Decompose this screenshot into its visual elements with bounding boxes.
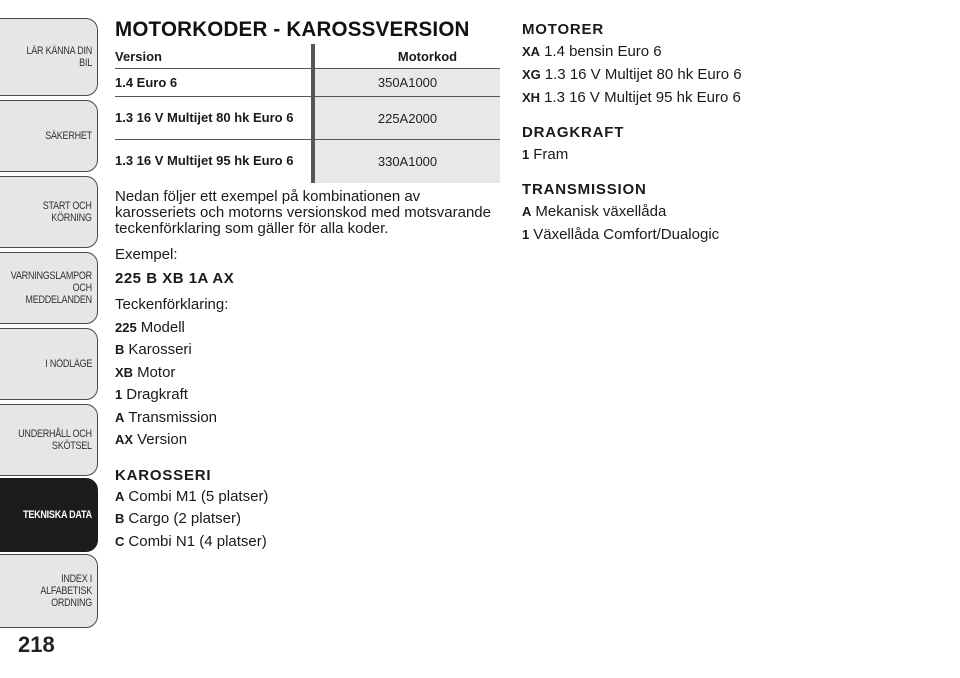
- motorer-group: [522, 20, 822, 109]
- tab-i-nodlage[interactable]: [0, 328, 98, 400]
- tab-lar-kanna-din-bil[interactable]: [0, 18, 98, 96]
- list-item: [115, 362, 500, 385]
- tab-label: INDEX I ALFABETISK ORDNING: [40, 573, 92, 609]
- row-code: 330A1000: [315, 140, 500, 183]
- table-row: [115, 140, 500, 183]
- list-item: [115, 531, 500, 554]
- transmission-value: Mekanisk växellåda: [535, 203, 667, 220]
- transmission-key: 1: [522, 227, 530, 242]
- engine-code-table: [115, 44, 500, 183]
- karosseri-value: Combi N1 (4 platser): [128, 532, 267, 550]
- list-item: [115, 486, 500, 509]
- legend-key: 225: [115, 319, 137, 335]
- transmission-key: A: [522, 204, 532, 219]
- row-code: 350A1000: [315, 69, 500, 97]
- right-column: [522, 20, 822, 255]
- motorer-heading: MOTORER: [522, 21, 604, 38]
- karosseri-key: B: [115, 511, 125, 526]
- dragkraft-key: 1: [522, 147, 530, 162]
- list-item: [115, 317, 500, 340]
- tab-tekniska-data[interactable]: [0, 478, 98, 552]
- list-item: [522, 63, 822, 86]
- page-number: 218: [18, 632, 55, 657]
- legend-key: AX: [115, 432, 134, 447]
- legend-value: Dragkraft: [126, 386, 188, 403]
- row-code: 225A2000: [315, 97, 500, 140]
- motorer-value: 1.3 16 V Multijet 80 hk Euro 6: [544, 66, 742, 83]
- karosseri-heading: KAROSSERI: [115, 466, 212, 484]
- tab-label: UNDERHÅLL OCH SKÖTSEL: [18, 428, 92, 452]
- row-version: 1.4 Euro 6: [115, 69, 311, 97]
- list-item: [522, 200, 822, 223]
- legend-value: Transmission: [128, 408, 218, 426]
- list-item: [522, 40, 822, 63]
- motorer-key: XH: [522, 90, 541, 105]
- legend-key: XB: [115, 364, 134, 380]
- legend-value: Karosseri: [128, 341, 192, 358]
- tab-start-och-korning[interactable]: [0, 176, 98, 248]
- legend-value: Modell: [140, 318, 185, 336]
- table-row: [115, 69, 500, 97]
- tab-label: START OCH KÖRNING: [43, 200, 92, 224]
- dragkraft-heading: DRAGKRAFT: [522, 124, 625, 141]
- tab-varningslampor[interactable]: [0, 252, 98, 324]
- karosseri-key: C: [115, 533, 125, 549]
- tab-label: LÄR KÄNNA DIN BIL: [26, 45, 92, 69]
- legend-label: Teckenförklaring:: [115, 295, 229, 313]
- legend-key: B: [115, 342, 125, 357]
- tab-label: I NÖDLÄGE: [45, 358, 92, 370]
- row-version: 1.3 16 V Multijet 95 hk Euro 6: [115, 140, 311, 183]
- motorer-key: XG: [522, 67, 541, 82]
- karosseri-key: A: [115, 488, 125, 504]
- tab-underhall-och-skotsel[interactable]: [0, 404, 98, 476]
- motorer-value: 1.3 16 V Multijet 95 hk Euro 6: [544, 89, 741, 106]
- header-version: Version: [115, 48, 162, 64]
- list-item: [115, 384, 500, 407]
- example-code: 225 B XB 1A AX: [115, 269, 235, 287]
- dragkraft-group: [522, 123, 822, 166]
- list-item: [522, 86, 822, 109]
- intro-paragraph: Nedan följer ett exempel på kombinationen av karosseriets och motorns versionskod med motsvarande teckenförklaring som gäller för alla koder.: [115, 187, 491, 237]
- karosseri-value: Cargo (2 platser): [128, 510, 241, 527]
- list-item: [115, 407, 500, 430]
- chapter-tabs: [0, 0, 100, 678]
- transmission-heading: TRANSMISSION: [522, 181, 647, 198]
- tab-label: VARNINGSLAMPOR OCH MEDDELANDEN: [10, 270, 92, 306]
- legend-list: [115, 317, 500, 452]
- tab-label: TEKNISKA DATA: [23, 509, 92, 521]
- tab-index[interactable]: [0, 554, 98, 628]
- left-column: [115, 18, 500, 553]
- motorer-key: XA: [522, 44, 541, 59]
- tab-label: SÄKERHET: [45, 130, 92, 142]
- transmission-group: [522, 180, 822, 246]
- list-item: [115, 508, 500, 531]
- section-title: MOTORKODER - KAROSSVERSION: [115, 18, 470, 41]
- legend-key: 1: [115, 387, 123, 402]
- tab-sakerhet[interactable]: [0, 100, 98, 172]
- motorer-value: 1.4 bensin Euro 6: [544, 43, 662, 60]
- row-version: 1.3 16 V Multijet 80 hk Euro 6: [115, 97, 311, 140]
- list-item: [115, 339, 500, 362]
- list-item: [522, 143, 822, 166]
- list-item: [522, 223, 822, 246]
- transmission-value: Växellåda Comfort/Dualogic: [533, 226, 720, 243]
- header-code: Motorkod: [397, 48, 458, 64]
- list-item: [115, 429, 500, 452]
- table-row: [115, 97, 500, 140]
- karosseri-value: Combi M1 (5 platser): [128, 487, 269, 505]
- legend-value: Motor: [137, 363, 176, 381]
- dragkraft-value: Fram: [533, 146, 569, 163]
- example-label: Exempel:: [115, 245, 178, 263]
- legend-key: A: [115, 409, 125, 425]
- legend-value: Version: [137, 431, 188, 448]
- table-header-row: [115, 44, 500, 69]
